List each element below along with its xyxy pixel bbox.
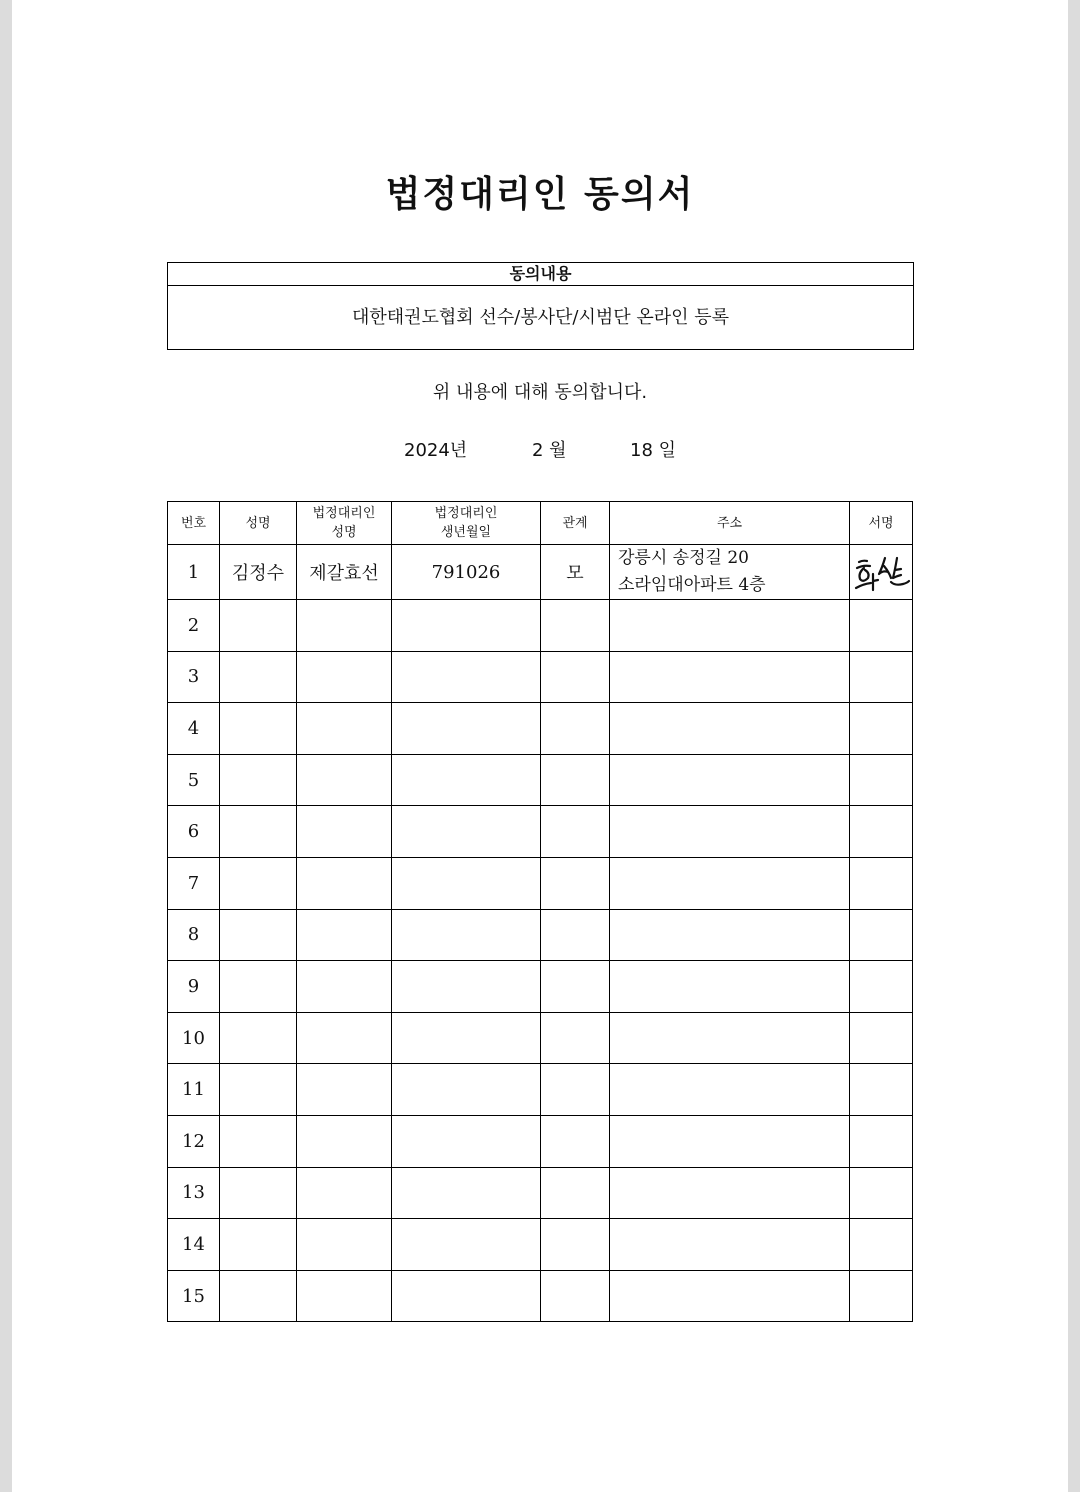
cell-guardian-birth <box>392 754 541 806</box>
cell-name <box>220 1270 297 1322</box>
cell-address <box>610 857 850 909</box>
cell-guardian-birth: 791026 <box>392 545 541 600</box>
cell-guardian-birth <box>392 1012 541 1064</box>
cell-name <box>220 1115 297 1167</box>
cell-relation <box>541 1064 610 1116</box>
cell-name <box>220 651 297 703</box>
cell-relation <box>541 806 610 858</box>
agreement-statement: 위 내용에 대해 동의합니다. <box>432 382 648 403</box>
cell-guardian-name <box>297 754 392 806</box>
cell-name <box>220 1064 297 1116</box>
cell-address <box>610 754 850 806</box>
cell-guardian-name <box>297 1167 392 1219</box>
table-row <box>168 1012 913 1064</box>
cell-relation <box>541 754 610 806</box>
header-number: 번호 <box>168 502 220 545</box>
cell-number: 15 <box>168 1270 220 1322</box>
cell-signature <box>850 806 913 858</box>
table-header-row <box>168 502 913 545</box>
table-row <box>168 1219 913 1271</box>
cell-name <box>220 1167 297 1219</box>
header-guardian-name-line2: 성명 <box>331 525 357 540</box>
table-row <box>168 961 913 1013</box>
header-guardian-birth <box>392 502 541 545</box>
cell-name <box>220 600 297 652</box>
cell-address <box>610 1270 850 1322</box>
cell-guardian-name <box>297 806 392 858</box>
date-day: 18 일 <box>630 440 677 461</box>
table-row <box>168 754 913 806</box>
cell-guardian-birth <box>392 600 541 652</box>
cell-name <box>220 1219 297 1271</box>
cell-signature <box>850 961 913 1013</box>
cell-number: 4 <box>168 703 220 755</box>
cell-guardian-birth <box>392 1064 541 1116</box>
cell-guardian-name <box>297 1115 392 1167</box>
cell-relation <box>541 961 610 1013</box>
table-row <box>168 1115 913 1167</box>
cell-name <box>220 909 297 961</box>
table-row <box>168 857 913 909</box>
cell-guardian-birth <box>392 806 541 858</box>
cell-guardian-name <box>297 857 392 909</box>
cell-address <box>610 600 850 652</box>
cell-guardian-birth <box>392 1167 541 1219</box>
cell-signature <box>850 754 913 806</box>
cell-guardian-birth <box>392 1219 541 1271</box>
cell-guardian-birth <box>392 651 541 703</box>
cell-relation <box>541 1167 610 1219</box>
table-row <box>168 909 913 961</box>
cell-address <box>610 961 850 1013</box>
cell-guardian-name <box>297 703 392 755</box>
cell-name <box>220 703 297 755</box>
cell-name <box>220 754 297 806</box>
cell-relation <box>541 1012 610 1064</box>
cell-signature <box>850 857 913 909</box>
cell-guardian-name <box>297 1270 392 1322</box>
header-guardian-name-line1: 법정대리인 <box>312 506 376 521</box>
cell-address <box>610 806 850 858</box>
table-row <box>168 806 913 858</box>
cell-relation <box>541 600 610 652</box>
address-line-1: 강릉시 송정길 20 <box>618 548 749 568</box>
cell-name <box>220 1012 297 1064</box>
registration-table <box>167 501 913 1322</box>
table-row <box>168 600 913 652</box>
handwritten-signature <box>851 548 911 596</box>
header-guardian-birth-line2: 생년월일 <box>440 525 492 540</box>
header-guardian-name <box>297 502 392 545</box>
cell-guardian-birth <box>392 703 541 755</box>
cell-guardian-name <box>297 1219 392 1271</box>
cell-guardian-name <box>297 1012 392 1064</box>
cell-address <box>610 1012 850 1064</box>
cell-relation <box>541 857 610 909</box>
cell-number: 1 <box>168 545 220 600</box>
cell-guardian-birth <box>392 1270 541 1322</box>
cell-name <box>220 857 297 909</box>
cell-guardian-name <box>297 651 392 703</box>
cell-number: 8 <box>168 909 220 961</box>
cell-guardian-name: 제갈효선 <box>297 545 392 600</box>
table-row <box>168 545 913 600</box>
cell-address <box>610 1115 850 1167</box>
table-row <box>168 651 913 703</box>
consent-box <box>167 262 914 350</box>
document-title: 법정대리인 동의서 <box>385 174 695 215</box>
cell-signature <box>850 1064 913 1116</box>
cell-signature <box>850 1219 913 1271</box>
cell-address <box>610 1064 850 1116</box>
cell-relation: 모 <box>541 545 610 600</box>
cell-number: 3 <box>168 651 220 703</box>
table-row <box>168 1064 913 1116</box>
consent-header: 동의내용 <box>168 263 913 286</box>
cell-guardian-name <box>297 1064 392 1116</box>
cell-signature <box>850 545 913 600</box>
address-line-2: 소라임대아파트 4층 <box>618 575 766 595</box>
cell-guardian-birth <box>392 909 541 961</box>
cell-relation <box>541 703 610 755</box>
cell-name <box>220 806 297 858</box>
date-year: 2024년 <box>404 440 468 461</box>
cell-number: 2 <box>168 600 220 652</box>
cell-number: 7 <box>168 857 220 909</box>
cell-number: 6 <box>168 806 220 858</box>
cell-signature <box>850 1012 913 1064</box>
table-row <box>168 1270 913 1322</box>
cell-signature <box>850 1270 913 1322</box>
cell-number: 13 <box>168 1167 220 1219</box>
cell-relation <box>541 1270 610 1322</box>
cell-number: 5 <box>168 754 220 806</box>
cell-signature <box>850 600 913 652</box>
cell-relation <box>541 1115 610 1167</box>
cell-number: 12 <box>168 1115 220 1167</box>
date-month: 2 월 <box>532 440 567 461</box>
cell-address <box>610 651 850 703</box>
cell-signature <box>850 909 913 961</box>
cell-guardian-name <box>297 909 392 961</box>
cell-number: 10 <box>168 1012 220 1064</box>
table-row <box>168 1167 913 1219</box>
cell-relation <box>541 1219 610 1271</box>
cell-guardian-name <box>297 600 392 652</box>
header-guardian-birth-line1: 법정대리인 <box>434 506 498 521</box>
cell-number: 14 <box>168 1219 220 1271</box>
cell-guardian-name <box>297 961 392 1013</box>
cell-address <box>610 703 850 755</box>
cell-address <box>610 909 850 961</box>
cell-address <box>610 545 850 600</box>
table-row <box>168 703 913 755</box>
cell-guardian-birth <box>392 1115 541 1167</box>
cell-relation <box>541 651 610 703</box>
cell-signature <box>850 1167 913 1219</box>
header-address: 주소 <box>610 502 850 545</box>
cell-number: 9 <box>168 961 220 1013</box>
cell-relation <box>541 909 610 961</box>
cell-name <box>220 961 297 1013</box>
cell-address <box>610 1167 850 1219</box>
cell-name: 김정수 <box>220 545 297 600</box>
cell-signature <box>850 703 913 755</box>
header-relation: 관계 <box>541 502 610 545</box>
consent-content: 대한태권도협회 선수/봉사단/시범단 온라인 등록 <box>351 307 730 328</box>
cell-signature <box>850 651 913 703</box>
cell-guardian-birth <box>392 857 541 909</box>
cell-number: 11 <box>168 1064 220 1116</box>
cell-signature <box>850 1115 913 1167</box>
header-name: 성명 <box>220 502 297 545</box>
cell-address <box>610 1219 850 1271</box>
cell-guardian-birth <box>392 961 541 1013</box>
header-signature: 서명 <box>850 502 913 545</box>
